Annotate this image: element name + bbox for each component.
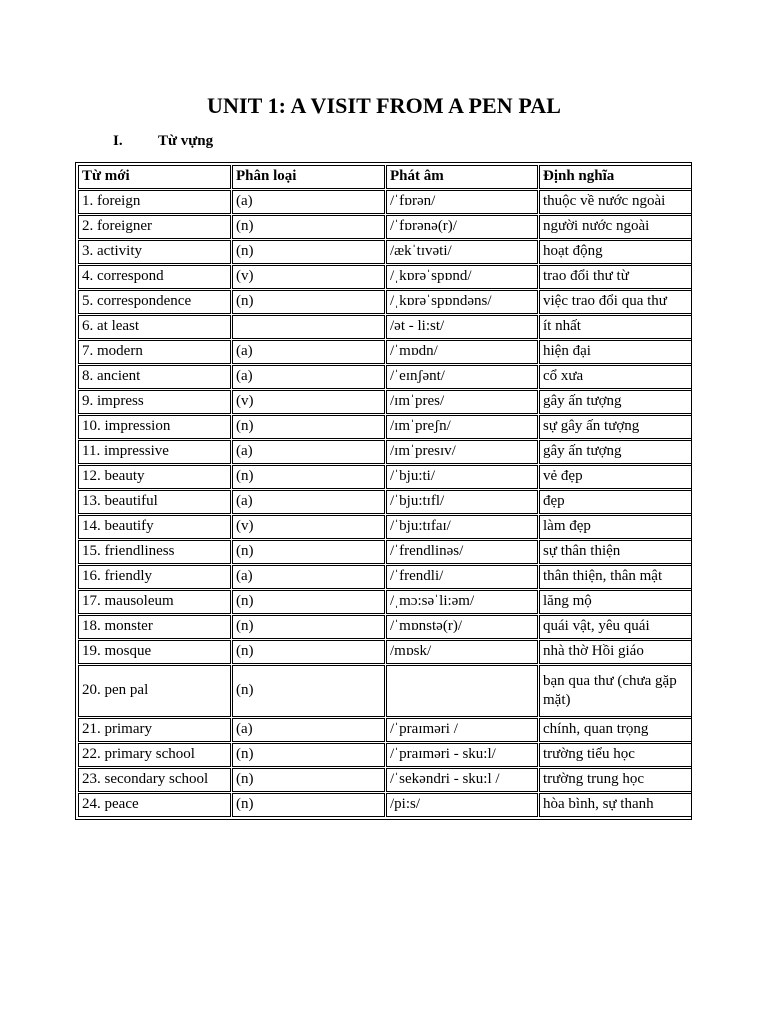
cell-word: 17. mausoleum: [78, 590, 231, 614]
cell-pronunciation: [386, 665, 538, 717]
cell-pronunciation: /mɒsk/: [386, 640, 538, 664]
header-word-class: Phân loại: [232, 165, 385, 189]
cell-definition: trao đổi thư từ: [539, 265, 692, 289]
table-row: [78, 465, 692, 489]
cell-word: 5. correspondence: [78, 290, 231, 314]
cell-definition: gây ấn tượng: [539, 440, 692, 464]
cell-word-class: (a): [232, 340, 385, 364]
cell-pronunciation: /ˈbju:tɪfaɪ/: [386, 515, 538, 539]
cell-pronunciation: /ˈfrendli/: [386, 565, 538, 589]
cell-pronunciation: /ækˈtɪvəti/: [386, 240, 538, 264]
cell-definition: hiện đại: [539, 340, 692, 364]
cell-word-class: (n): [232, 743, 385, 767]
cell-definition: đẹp: [539, 490, 692, 514]
cell-word: 23. secondary school: [78, 768, 231, 792]
cell-word-class: (a): [232, 440, 385, 464]
cell-definition: quái vật, yêu quái: [539, 615, 692, 639]
cell-definition: gây ấn tượng: [539, 390, 692, 414]
cell-definition: thân thiện, thân mật: [539, 565, 692, 589]
cell-word-class: (v): [232, 390, 385, 414]
table-row: [78, 565, 692, 589]
table-row: [78, 768, 692, 792]
cell-pronunciation: /ˈfɒrənə(r)/: [386, 215, 538, 239]
cell-word-class: (v): [232, 515, 385, 539]
table-row: [78, 340, 692, 364]
cell-word: 20. pen pal: [78, 665, 231, 717]
cell-word-class: (a): [232, 718, 385, 742]
cell-word: 16. friendly: [78, 565, 231, 589]
table-row: [78, 265, 692, 289]
cell-word-class: (n): [232, 240, 385, 264]
cell-definition: lăng mộ: [539, 590, 692, 614]
cell-word-class: (n): [232, 465, 385, 489]
header-pronunciation: Phát âm: [386, 165, 538, 189]
cell-word: 9. impress: [78, 390, 231, 414]
table-row: [78, 515, 692, 539]
cell-word-class: (n): [232, 665, 385, 717]
cell-word: 14. beautify: [78, 515, 231, 539]
table-row: [78, 240, 692, 264]
page-title: UNIT 1: A VISIT FROM A PEN PAL: [206, 93, 562, 118]
cell-pronunciation: /ˈeɪnʃənt/: [386, 365, 538, 389]
header-definition: Định nghĩa: [539, 165, 692, 189]
cell-pronunciation: /ɪmˈpresɪv/: [386, 440, 538, 464]
cell-word-class: [232, 315, 385, 339]
cell-pronunciation: /ˈmɒnstə(r)/: [386, 615, 538, 639]
cell-word: 8. ancient: [78, 365, 231, 389]
cell-pronunciation: /ˌmɔ:səˈli:əm/: [386, 590, 538, 614]
cell-pronunciation: /ˈfrendlinəs/: [386, 540, 538, 564]
cell-definition: vẻ đẹp: [539, 465, 692, 489]
cell-definition: nhà thờ Hồi giáo: [539, 640, 692, 664]
cell-word: 6. at least: [78, 315, 231, 339]
cell-word: 19. mosque: [78, 640, 231, 664]
cell-pronunciation: /ˈpraɪməri /: [386, 718, 538, 742]
cell-definition: ít nhất: [539, 315, 692, 339]
cell-definition: chính, quan trọng: [539, 718, 692, 742]
cell-definition: cổ xưa: [539, 365, 692, 389]
cell-pronunciation: /ɪmˈpres/: [386, 390, 538, 414]
cell-word: 2. foreigner: [78, 215, 231, 239]
cell-word-class: (n): [232, 640, 385, 664]
table-row: [78, 365, 692, 389]
cell-pronunciation: /ˌkɒrəˈspɒndəns/: [386, 290, 538, 314]
vocabulary-table: [77, 164, 693, 818]
cell-word: 13. beautiful: [78, 490, 231, 514]
cell-definition: sự thân thiện: [539, 540, 692, 564]
cell-word: 21. primary: [78, 718, 231, 742]
table-row: [78, 640, 692, 664]
table-row: [78, 590, 692, 614]
cell-definition: hoạt động: [539, 240, 692, 264]
cell-definition: người nước ngoài: [539, 215, 692, 239]
cell-word-class: (n): [232, 540, 385, 564]
table-row: [78, 290, 692, 314]
section-label: Từ vựng: [158, 133, 214, 149]
table-row: [78, 415, 692, 439]
cell-word-class: (n): [232, 215, 385, 239]
table-header-row: [78, 165, 692, 189]
cell-word-class: (n): [232, 590, 385, 614]
header-word: Từ mới: [78, 165, 231, 189]
cell-definition: trường tiểu học: [539, 743, 692, 767]
cell-pronunciation: /ˈsekəndri - sku:l /: [386, 768, 538, 792]
cell-word: 7. modern: [78, 340, 231, 364]
cell-pronunciation: /ˈpraɪməri - sku:l/: [386, 743, 538, 767]
table-row: [78, 665, 692, 717]
table-row: [78, 615, 692, 639]
cell-word: 4. correspond: [78, 265, 231, 289]
cell-pronunciation: /ˌkɒrəˈspɒnd/: [386, 265, 538, 289]
cell-definition: bạn qua thư (chưa gặp mặt): [539, 665, 692, 717]
table-row: [78, 440, 692, 464]
cell-word: 1. foreign: [78, 190, 231, 214]
cell-definition: hòa bình, sự thanh: [539, 793, 692, 817]
table-row: [78, 215, 692, 239]
cell-word-class: (n): [232, 768, 385, 792]
cell-definition: làm đẹp: [539, 515, 692, 539]
cell-word-class: (a): [232, 365, 385, 389]
section-heading: [113, 133, 213, 150]
cell-word-class: (a): [232, 565, 385, 589]
cell-word-class: (v): [232, 265, 385, 289]
cell-word: 10. impression: [78, 415, 231, 439]
cell-word-class: (n): [232, 793, 385, 817]
vocabulary-table-frame: [75, 162, 692, 820]
table-row: [78, 718, 692, 742]
cell-word-class: (a): [232, 190, 385, 214]
table-row: [78, 315, 692, 339]
cell-word: 22. primary school: [78, 743, 231, 767]
section-number: I.: [113, 133, 123, 149]
table-row: [78, 390, 692, 414]
cell-definition: thuộc về nước ngoài: [539, 190, 692, 214]
cell-definition: sự gây ấn tượng: [539, 415, 692, 439]
cell-pronunciation: /ət - li:st/: [386, 315, 538, 339]
cell-word: 18. monster: [78, 615, 231, 639]
cell-word-class: (n): [232, 415, 385, 439]
table-body: [78, 190, 692, 817]
cell-pronunciation: /ɪmˈpreʃn/: [386, 415, 538, 439]
cell-word-class: (n): [232, 290, 385, 314]
cell-definition: việc trao đổi qua thư: [539, 290, 692, 314]
cell-word-class: (a): [232, 490, 385, 514]
cell-pronunciation: /pi:s/: [386, 793, 538, 817]
cell-pronunciation: /ˈmɒdn/: [386, 340, 538, 364]
table-row: [78, 490, 692, 514]
cell-pronunciation: /ˈbju:ti/: [386, 465, 538, 489]
table-row: [78, 743, 692, 767]
cell-word: 11. impressive: [78, 440, 231, 464]
table-row: [78, 540, 692, 564]
cell-word: 12. beauty: [78, 465, 231, 489]
cell-word: 3. activity: [78, 240, 231, 264]
cell-word-class: (n): [232, 615, 385, 639]
cell-definition: trường trung học: [539, 768, 692, 792]
cell-pronunciation: /ˈbju:tɪfl/: [386, 490, 538, 514]
table-row: [78, 793, 692, 817]
cell-pronunciation: /ˈfɒrən/: [386, 190, 538, 214]
cell-word: 15. friendliness: [78, 540, 231, 564]
cell-word: 24. peace: [78, 793, 231, 817]
table-row: [78, 190, 692, 214]
